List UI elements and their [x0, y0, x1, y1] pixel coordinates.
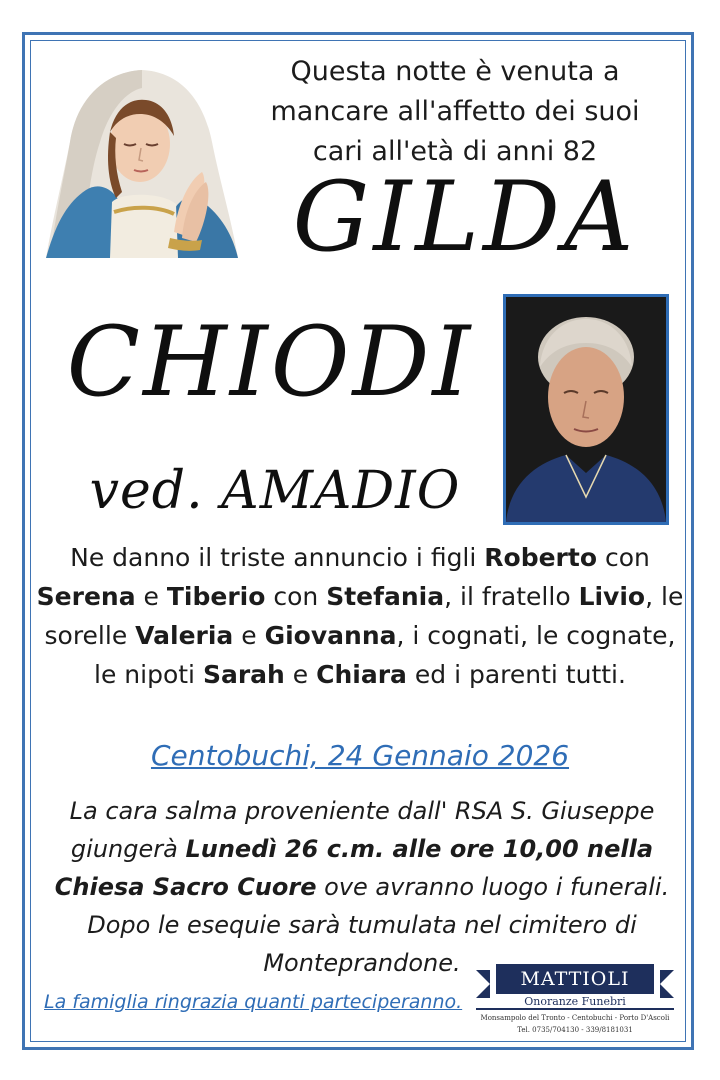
intro-line-2: mancare all'affetto dei suoi — [270, 96, 640, 127]
announcement-text: con — [597, 543, 650, 572]
announcement-text: , le sorelle — [44, 582, 684, 650]
announcement-text: Ne danno il triste annuncio i figli — [70, 543, 485, 572]
intro-text — [250, 52, 660, 172]
funeral-text: La cara salma proveniente dall' RSA S. Giuseppe giungerà — [69, 797, 655, 863]
place-date-line: Centobuchi, 24 Gennaio 2026 — [150, 739, 570, 772]
relative-name: Giovanna — [264, 621, 397, 650]
intro-line-1: Questa notte è venuta a — [290, 56, 620, 87]
widow-of-name: ved. AMADIO — [89, 461, 461, 521]
ribbon-tail-right — [660, 970, 674, 998]
family-announcement — [34, 538, 686, 694]
relative-name: Tiberio — [166, 582, 266, 611]
announcement-text: e — [284, 660, 317, 689]
portrait-image — [506, 297, 666, 522]
relative-name: Sarah — [202, 660, 285, 689]
intro-line-3: cari all'età di anni 82 — [312, 136, 598, 167]
relative-name: Roberto — [484, 543, 598, 572]
logo-subtitle: Onoranze Funebri — [524, 995, 626, 1008]
announcement-text: e — [135, 582, 167, 611]
logo-name: MATTIOLI — [520, 968, 630, 990]
relative-name: Serena — [36, 582, 136, 611]
relative-name: Valeria — [135, 621, 234, 650]
family-thanks: La famiglia ringrazia quanti parteciperanno. — [44, 991, 463, 1013]
relative-name: Livio — [578, 582, 646, 611]
deceased-last-name: CHIODI — [66, 306, 474, 418]
logo-address: Monsampolo del Tronto - Centobuchi - Porto D'Ascoli — [480, 1014, 670, 1022]
relative-name: Chiara — [316, 660, 407, 689]
funeral-details — [38, 792, 686, 982]
announcement-text: , i cognati, le cognate, le nipoti — [94, 621, 676, 689]
announcement-text: e — [233, 621, 265, 650]
logo-phone: Tel. 0735/704130 - 339/8181031 — [517, 1026, 633, 1034]
relative-name: Stefania — [326, 582, 445, 611]
announcement-text: con — [265, 582, 327, 611]
ribbon-tail-left — [476, 970, 490, 998]
funeral-home-logo — [470, 958, 680, 1040]
funeral-text: ove avranno luogo i funerali. Dopo le esequie sarà tumulata nel cimitero di Monteprandone. — [87, 873, 670, 977]
announcement-text: , il fratello — [444, 582, 579, 611]
announcement-text: ed i parenti tutti. — [406, 660, 626, 689]
deceased-first-name: GILDA — [292, 161, 638, 273]
deceased-photo — [503, 294, 669, 525]
funeral-time-place: Lunedì 26 c.m. alle ore 10,00 nella Chiesa Sacro Cuore — [54, 835, 654, 901]
logo-divider — [476, 1008, 674, 1010]
madonna-praying-image — [42, 62, 242, 262]
